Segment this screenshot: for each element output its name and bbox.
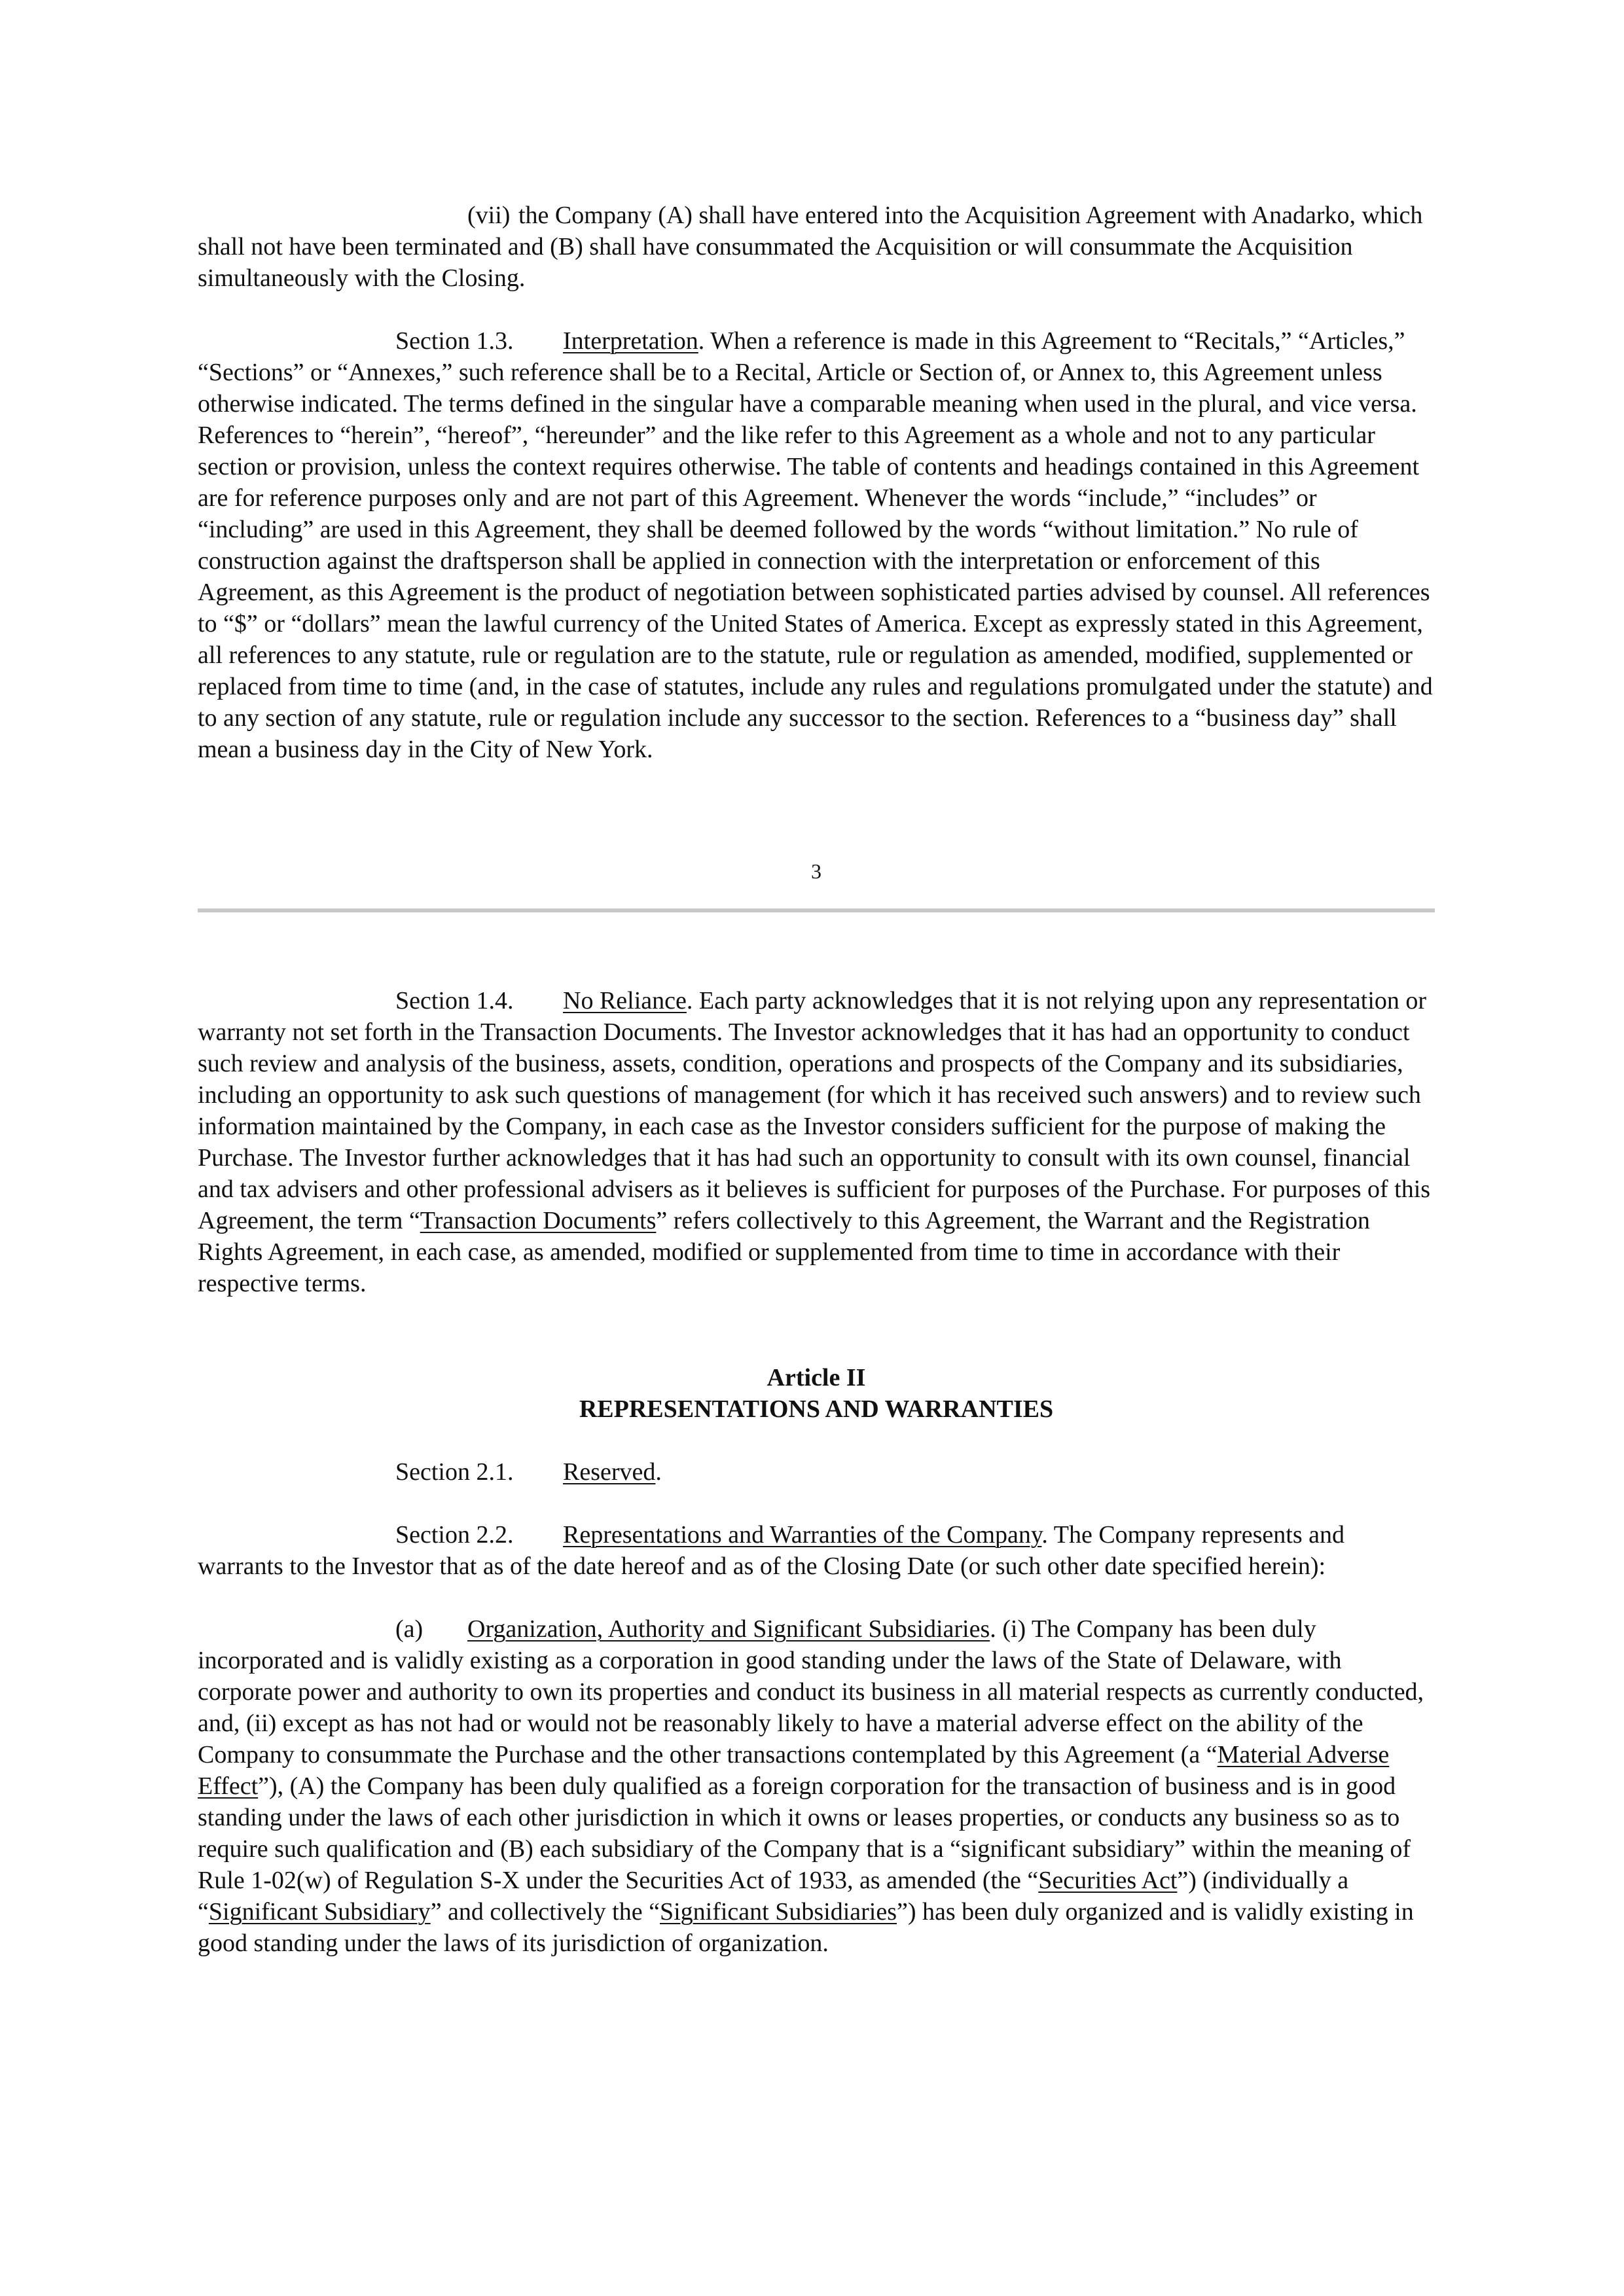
section-1-3-number: Section 1.3. [395, 327, 514, 355]
section-2-2-number: Section 2.2. [395, 1521, 514, 1549]
clause-a-number: (a) [395, 1615, 424, 1643]
article-title: REPRESENTATIONS AND WARRANTIES [579, 1395, 1054, 1423]
defined-term-securities-act: Securities Act [1038, 1867, 1178, 1894]
clause-a-text-part-2: ”), (A) the Company has been duly qualified as a foreign corporation for the transaction of business and is in good standing under the laws of each other jurisdiction in which it owns or leases properties, or conducts any business so as to require such qualification and (B) each subsidiary of the Company that is a “significant subsidiary” within the meaning of Rule 1-02(w) of Regulation S-X under the Securities Act of 1933, as amended (the “ [198, 1772, 1411, 1894]
page-number: 3 [811, 859, 821, 883]
section-1-4-title: No Reliance [563, 987, 687, 1014]
upper-page-content [198, 200, 1435, 765]
article-heading [198, 1362, 1435, 1425]
defined-term-significant-subsidiary: Significant Subsidiary [208, 1898, 431, 1926]
defined-term-transaction-documents: Transaction Documents [420, 1207, 657, 1234]
clause-vii-text: the Company (A) shall have entered into the Acquisition Agreement with Anadarko, which shall not have been terminated and (B) shall have consummated the Acquisition or will consummate the Acquisition simultaneously with the Closing. [198, 202, 1423, 292]
section-1-4-number: Section 1.4. [395, 987, 514, 1014]
section-1-4-text-part-2: ” refers collectively to this Agreement, the Warrant and the Registration Rights Agreement, in each case, as amended, modified or supplemented from time to time in accordance with their respective terms. [198, 1207, 1370, 1297]
section-1-4-text-part-1: . Each party acknowledges that it is not relying upon any representation or warranty not set forth in the Transaction Documents. The Investor acknowledges that it has had an opportunity to conduct such review and analysis of the business, assets, condition, operations and prospects of the Company and its subsidiaries, including an opportunity to ask such questions of management (for which it has received such answers) and to review such information maintained by the Company, in each case as the Investor considers sufficient for the purpose of making the Purchase. The Investor further acknowledges that it has had such an opportunity to consult with its own counsel, financial and tax advisers and other professional advisers as it believes is sufficient for purposes of the Purchase. For purposes of this Agreement, the term “ [198, 987, 1431, 1234]
clause-a-text-part-5: ”) has been duly organized and is validly existing in good standing under the laws of its jurisdiction of organization. [198, 1898, 1414, 1957]
section-2-1 [198, 1456, 1435, 1488]
section-2-2 [198, 1519, 1435, 1582]
clause-a-text-part-4: ” and collectively the “ [430, 1898, 660, 1926]
lower-page-content [198, 985, 1435, 1959]
article-label: Article II [767, 1364, 866, 1391]
clause-vii [198, 200, 1435, 294]
defined-term-significant-subsidiaries: Significant Subsidiaries [659, 1898, 897, 1926]
section-1-4 [198, 985, 1435, 1299]
clause-vii-number: (vii) [467, 202, 511, 229]
section-2-1-number: Section 2.1. [395, 1458, 514, 1486]
defined-term-material-adverse-effect: Material Adverse Effect [198, 1741, 1390, 1800]
clause-a-text-part-1: . (i) The Company has been duly incorporated and is validly existing as a corporation in good standing under the laws of the State of Delaware, with corporate power and authority to own its properties and conduct its business in all material respects as currently conducted, and, (ii) except as has not had or would not be reasonably likely to have a material adverse effect on the ability of the Company to consummate the Purchase and the other transactions contemplated by this Agreement (a “ [198, 1615, 1424, 1768]
section-2-1-title: Reserved [563, 1458, 656, 1486]
section-1-3-text: . When a reference is made in this Agreement to “Recitals,” “Articles,” “Sections” or “Annexes,” such reference shall be to a Recital, Article or Section of, or Annex to, this Agreement unless otherwise indicated. The terms defined in the singular have a comparable meaning when used in the plural, and vice versa. References to “herein”, “hereof”, “hereunder” and the like refer to this Agreement as a whole and not to any particular section or provision, unless the context requires otherwise. The table of contents and headings contained in this Agreement are for reference purposes only and are not part of this Agreement. Whenever the words “include,” “includes” or “including” are used in this Agreement, they shall be deemed followed by the words “without limitation.” No rule of construction against the draftsperson shall be applied in connection with the interpretation or enforcement of this Agreement, as this Agreement is the product of negotiation between sophisticated parties advised by counsel. All references to “$” or “dollars” mean the lawful currency of the United States of America. Except as expressly stated in this Agreement, all references to any statute, rule or regulation are to the statute, rule or regulation as amended, modified, supplemented or replaced from time to time (and, in the case of statutes, include any rules and regulations promulgated under the statute) and to any section of any statute, rule or regulation include any successor to the section. References to a “business day” shall mean a business day in the City of New York. [198, 327, 1433, 763]
section-2-2-text: . The Company represents and warrants to the Investor that as of the date hereof and as of the Closing Date (or such other date specified herein): [198, 1521, 1344, 1580]
clause-a [198, 1613, 1435, 1959]
clause-a-text-part-3: ”) (individually a “ [198, 1867, 1349, 1926]
clause-a-title: Organization, Authority and Significant Subsidiaries [467, 1615, 990, 1643]
section-2-1-text: . [655, 1458, 662, 1486]
page-break-divider [198, 908, 1435, 912]
section-1-3 [198, 325, 1435, 765]
section-1-3-title: Interpretation [563, 327, 698, 355]
section-2-2-title: Representations and Warranties of the Company [563, 1521, 1042, 1549]
